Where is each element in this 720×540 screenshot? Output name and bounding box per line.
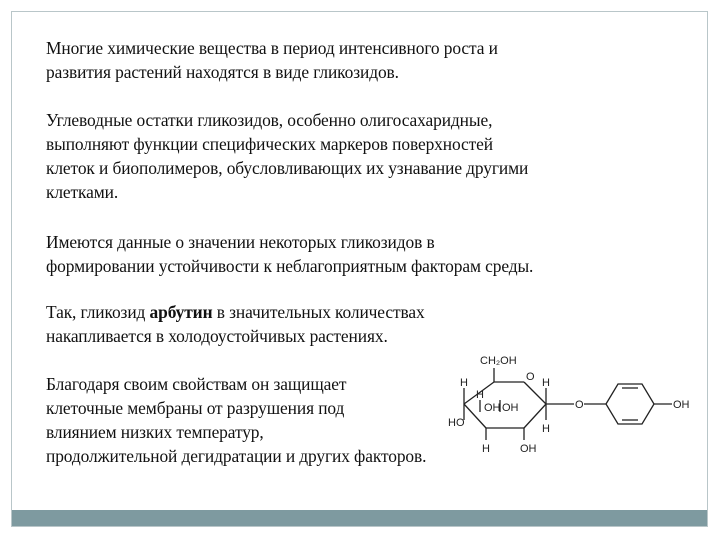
oh-label-2: OH [502,402,519,414]
h-label-4: H [542,377,550,389]
paragraph-carbohydrate-residues: Углеводные остатки гликозидов, особенно олигосахаридные, выполняют функции специфических маркеров поверхностей клеток и биополимеров, обусловливающих их узнавание другими клетками. [46,110,529,202]
h-label-3: H [482,443,490,455]
phenol-ring [606,384,672,424]
arbutin-text-before: Так, гликозид [46,302,150,322]
paragraph-membrane-protection: Благодаря своим свойствам он защищает клеточные мембраны от разрушения под влиянием низких температур, продолжительной дегидратации и других факторов. [46,374,427,466]
arbutin-structure-diagram [436,348,706,458]
ho-label: HO [448,417,465,429]
glycosidic-oxygen-label: O [575,399,584,411]
ring-oxygen-label: O [526,371,535,383]
footer-bar [12,510,707,526]
phenol-oh-label: OH [673,399,690,411]
ch2oh-label: CH₂OH [480,355,517,367]
arbutin-text-after: в значительных количествах накапливается в холодоустойчивых растениях. [46,302,425,346]
paragraph-glycosides-intro: Многие химические вещества в период интенсивного роста и развития растений находятся в виде гликозидов. [46,38,498,82]
h-label-5: H [542,423,550,435]
h-label-2: H [476,389,484,401]
oh-label-1: OH [484,402,501,414]
paragraph-resistance-data: Имеются данные о значении некоторых гликозидов в формировании устойчивости к неблагоприятным факторам среды. [46,232,534,276]
oh-label-3: OH [520,443,537,455]
h-label-1: H [460,377,468,389]
paragraph-arbutin [46,300,686,348]
arbutin-term: арбутин [149,302,213,322]
